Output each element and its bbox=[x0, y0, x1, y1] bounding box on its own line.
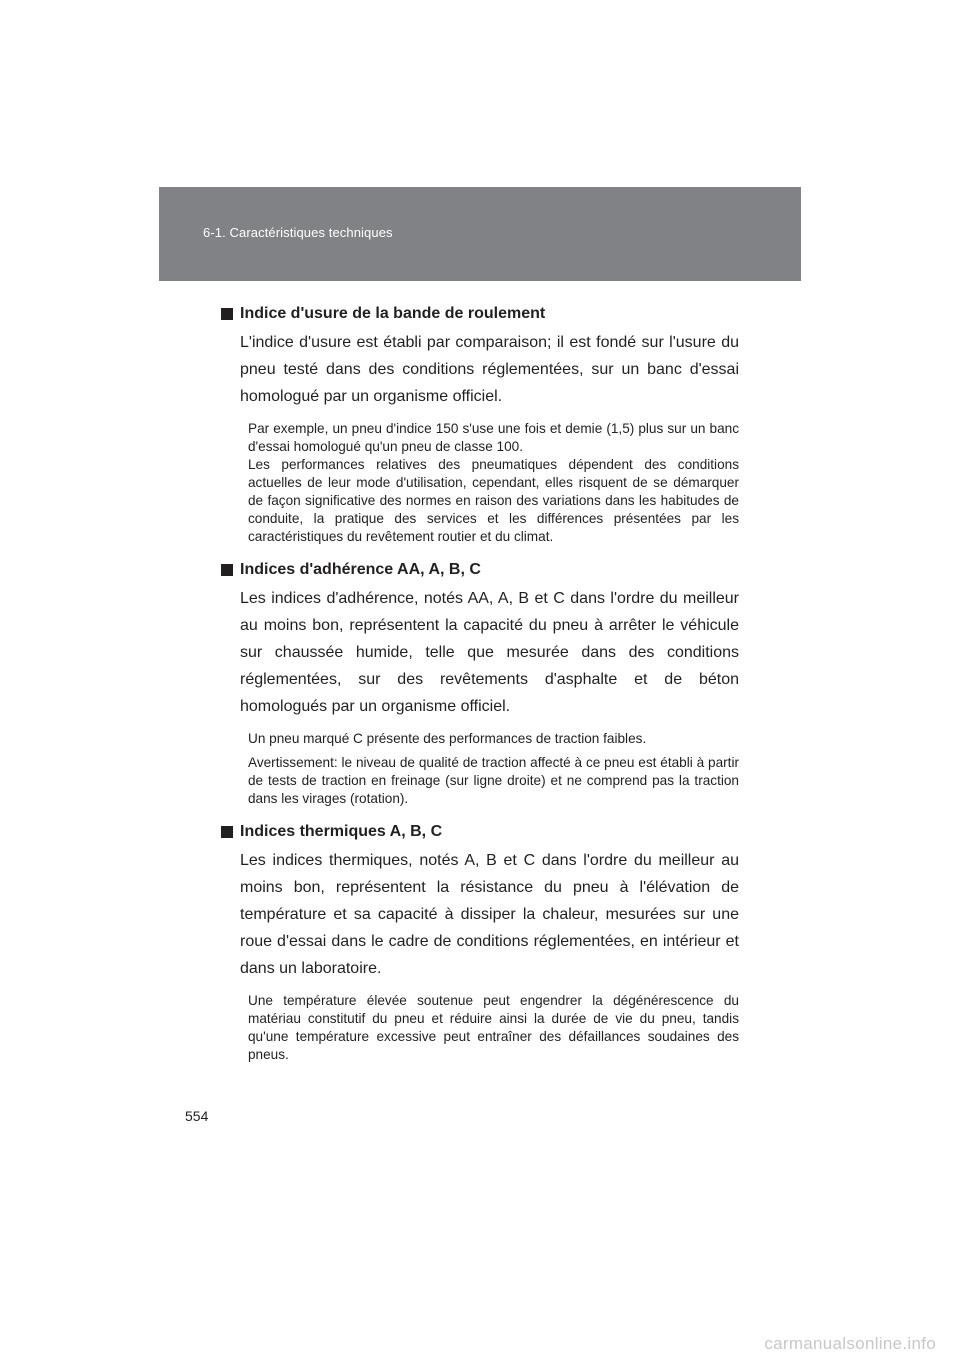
note-text: Avertissement: le niveau de qualité de traction affecté à ce pneu est établi à partir de tests de traction en freinage (sur ligne droite) et ne comprend pas la traction dans les virages (rotation). bbox=[248, 755, 739, 806]
section-note bbox=[248, 420, 739, 546]
section-traction bbox=[218, 559, 739, 808]
section-title-text: Indices thermiques A, B, C bbox=[240, 823, 443, 840]
page-number: 554 bbox=[185, 1108, 209, 1124]
square-bullet-icon bbox=[221, 826, 233, 838]
section-note bbox=[248, 992, 739, 1064]
section-tread-wear bbox=[218, 303, 739, 546]
section-temperature bbox=[218, 821, 739, 1064]
section-note bbox=[248, 730, 739, 748]
section-header-band bbox=[159, 187, 801, 281]
section-title bbox=[218, 821, 739, 843]
square-bullet-icon bbox=[221, 564, 233, 576]
note-text: Par exemple, un pneu d'indice 150 s'use une fois et demie (1,5) plus sur un banc d'essai homologué qu'un pneu de classe 100. bbox=[248, 421, 739, 454]
section-title bbox=[218, 559, 739, 581]
section-title-text: Indices d'adhérence AA, A, B, C bbox=[240, 561, 481, 578]
section-body: Les indices thermiques, notés A, B et C dans l'ordre du meilleur au moins bon, représentent la résistance du pneu à l'élévation de température et sa capacité à dissiper la chaleur, mesurées sur une roue d'essai dans le cadre de conditions réglementées, en intérieur et dans un laboratoire. bbox=[240, 852, 739, 977]
section-body: L'indice d'usure est établi par comparaison; il est fondé sur l'usure du pneu testé dans des conditions réglementées, sur un banc d'essai homologué par un organisme officiel. bbox=[240, 334, 739, 405]
section-header-label: 6-1. Caractéristiques techniques bbox=[203, 225, 393, 240]
section-note bbox=[248, 754, 739, 808]
note-text: Une température élevée soutenue peut engendrer la dégénérescence du matériau constitutif du pneu et réduire ainsi la durée de vie du pneu, tandis qu'une température excessive peut entraîner des défaillances soudaines des pneus. bbox=[248, 993, 739, 1062]
note-text: Les performances relatives des pneumatiques dépendent des conditions actuelles de leur mode d'utilisation, cependant, elles risquent de se démarquer de façon significative des normes en raison des variations dans les habitudes de conduite, la pratique des services et les différences présentées par les caractéristiques du revêtement routier et du climat. bbox=[248, 457, 739, 544]
section-title bbox=[218, 303, 739, 325]
page-content bbox=[218, 303, 739, 1064]
watermark: carmanualsonline.info bbox=[764, 1334, 936, 1353]
section-title-text: Indice d'usure de la bande de roulement bbox=[240, 305, 546, 322]
note-text: Un pneu marqué C présente des performances de traction faibles. bbox=[248, 731, 647, 746]
square-bullet-icon bbox=[221, 308, 233, 320]
section-body: Les indices d'adhérence, notés AA, A, B et C dans l'ordre du meilleur au moins bon, représentent la capacité du pneu à arrêter le véhicule sur chaussée humide, telle que mesurée dans des conditions réglementées, sur des revêtements d'asphalte et de béton homologués par un organisme officiel. bbox=[240, 590, 739, 715]
